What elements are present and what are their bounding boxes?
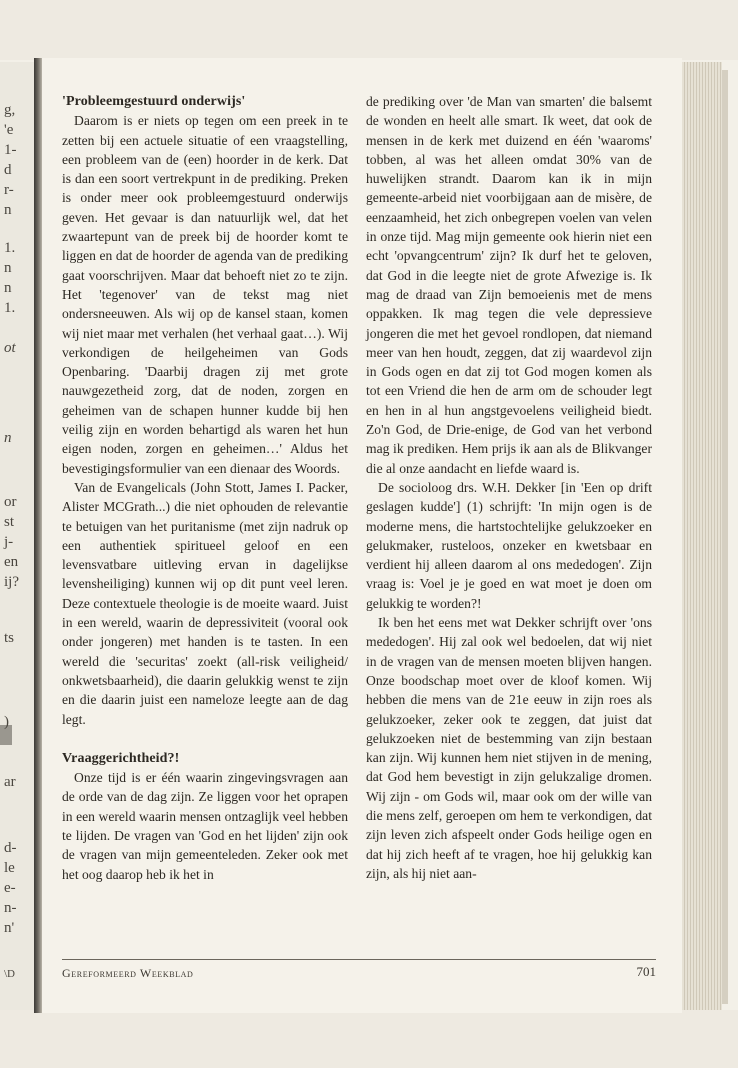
prev-page-fragment: st (4, 514, 15, 530)
prev-page-fragment: or (4, 494, 17, 510)
prev-page-fragment: j- (4, 534, 14, 550)
prev-page-fragment: 'e (4, 122, 14, 138)
prev-page-fragment: en (4, 554, 19, 570)
prev-page-fragment: n (4, 202, 12, 218)
prev-page-fragment: ) (4, 714, 9, 730)
scan-background-bottom (0, 1010, 738, 1068)
footer-rule (62, 959, 656, 960)
prev-page-fragment: 1. (4, 240, 16, 256)
prev-page-fragment: ot (4, 340, 16, 356)
prev-page-fragment: d (4, 162, 12, 178)
page-edges-cap (722, 70, 728, 1004)
prev-page-fragment: n (4, 260, 12, 276)
prev-page-fragment: ij? (4, 574, 19, 590)
prev-page-fragment: n (4, 280, 12, 296)
paragraph: Onze tijd is er één waarin zingevingsvragen aan de orde van de dag zijn. Ze liggen voor het oprapen in een wereld waarin mensen ontzaglijk veel hebben te lijden. De vragen van 'God en het lijden' zijn ook de vragen van mijn gemeenteleden. Zeker ook met het oog daarop heb ik het in (62, 770, 348, 882)
previous-page-strip (0, 62, 35, 1010)
paragraph: De socioloog drs. W.H. Dekker [in 'Een op drift geslagen kudde'] (1) schrijft: 'In mijn ogen is de moderne mens, die hartstochtelijke gelukzoeker en gelukmaker, rusteloos, onzeker en kwetsbaar en verdient hij alleen daarom al ons mededogen'. Zijn vraag is: Voel je je goed en wat moet je doen om gelukkig te worden?! (366, 479, 652, 611)
paragraph: de prediking over 'de Man van smarten' die balsemt de wonden en heelt alle smart. Ik weet, dat ook de mensen in de kerk met duizend en één 'waaroms' tobben, al was het alleen omdat 30% van de huwelijken strandt. Daarom kan ik in mijn gemeente-arbeid niet voorbijgaan aan de misère, de eenzaamheid, het zich onbegrepen voelen van velen in onze tijd. Mag mijn gemeente ook hierin niet een echt 'opvangcentrum' zijn? Ik durf het te geloven, dat God in die leegte niet de grote Afwezige is. Ik mag de draad van Zijn bemoeienis met de mens oppakken. Ik mag tegen die vele depressieve jongeren die met het gevoel rondlopen, dat niemand meer van hen houdt, zeggen, dat zij waardevol zijn in Gods ogen en dat zij tot God mogen komen als tot een Vriend die hen de arm om de schouder legt en hen in al hun angstgevoelens veiligheid biedt. Zo'n God, de Drie-enige, de God van het verbond mag ik prediken. Hem prijs ik aan als de Blikvanger die al onze aandacht en liefde waard is. (366, 94, 652, 476)
paragraph: Van de Evangelicals (John Stott, James I. Packer, Alister MCGrath...) die niet ophouden de relevantie te betuigen van het puritanisme (met zijn nadruk op een authentiek spiritueel geloof en een levensvatbare uitleving ervan in dagelijkse levensheiliging) kunnen wij op dit punt veel leren. Deze contextuele theologie is de moeite waard. Juist in een wereld, waarin de depressiviteit (vooral ook onder jongeren) met handen is te tasten. In een wereld die 'securitas' zoekt (all-risk veiligheid/ onkwetsbaarheid), die daarin gelukkig wenst te zijn en die daarin juist een nameloze leegte aan de dag legt. (62, 479, 348, 727)
book-spine (34, 58, 42, 1013)
publication-name: Gereformeerd Weekblad (62, 966, 194, 980)
prev-page-fragment: d- (4, 840, 17, 856)
section-heading: 'Probleemgestuurd onderwijs' (62, 94, 246, 109)
prev-page-fragment: n' (4, 920, 15, 936)
prev-page-fragment: 1. (4, 300, 16, 316)
left-column (62, 92, 348, 884)
scan-background-top (0, 0, 738, 60)
prev-page-fragment: \D (4, 968, 15, 980)
paragraph: Daarom is er niets op tegen om een preek in te zetten bij een actuele situatie of een vraagstelling, een probleem van de (een) hoorder in de kerk. Dat is dan een soort vertrekpunt in de prediking. Preken is onder meer ook probleemgestuurd onderwijs geven. Het gevaar is dan natuurlijk wel, dat het zwaartepunt van de preek bij de hoorder komt te liggen en dat de hoorder de agenda van de prediking gaat voorschrijven. Maar dat behoeft niet zo te zijn. Het 'tegenover' van de tekst mag niet ondersneeuwen. Als wij op de kansel staan, komen wij niet maar met verhalen (het verhaal gaat…). Wij verkondigen de heilgeheimen van Gods Openbaring. 'Daarbij dragen zij met grote nauwgezetheid zorg, dat de noden, zorgen en geheimen van de schapen hunner kudde bij hen veilig zijn en worden behartigd als waren het hun eigen noden, zorgen en geheimen…' Aldus het bevestigingsformulier van een dienaar des Woords. (62, 113, 348, 476)
section-heading: Vraaggerichtheid?! (62, 750, 180, 766)
prev-page-fragment: r- (4, 182, 14, 198)
prev-page-fragment: le (4, 860, 15, 876)
prev-page-fragment: 1- (4, 142, 17, 158)
prev-page-fragment: g, (4, 102, 16, 118)
right-column (366, 92, 652, 883)
prev-page-fragment: ar (4, 774, 16, 790)
prev-page-fragment: e- (4, 880, 16, 896)
prev-page-fragment: ts (4, 630, 15, 646)
page-edges (682, 62, 722, 1010)
paragraph: Ik ben het eens met wat Dekker schrijft over 'ons mededogen'. Hij zal ook wel bedoelen, dat wij niet in de vragen van de mensen moeten blijven hangen. Onze boodschap moet over de kloof komen. Wij hebben die mens van de 21e eeuw in zijn roes als gelukzoeker, zeker ook te zeggen, dat juist dat gelukzoeken niet de bestemming van zijn bestaan kan zijn. Wij kunnen hem niet stijven in de mening, dat God hem bevestigt in zijn gelukzalige dromen. Wij zijn - om Gods wil, maar ook om der wille van die mens zelf, geroepen om hem te verkondigen, dat zijn leven zich afspeelt onder Gods heilige ogen en dat hij zich heeft af te vragen, hoe hij gelukkig kan zijn, als hij niet aan- (366, 615, 652, 881)
prev-page-fragment: n- (4, 900, 17, 916)
page-number: 701 (636, 964, 656, 979)
prev-page-fragment: n (4, 430, 12, 446)
